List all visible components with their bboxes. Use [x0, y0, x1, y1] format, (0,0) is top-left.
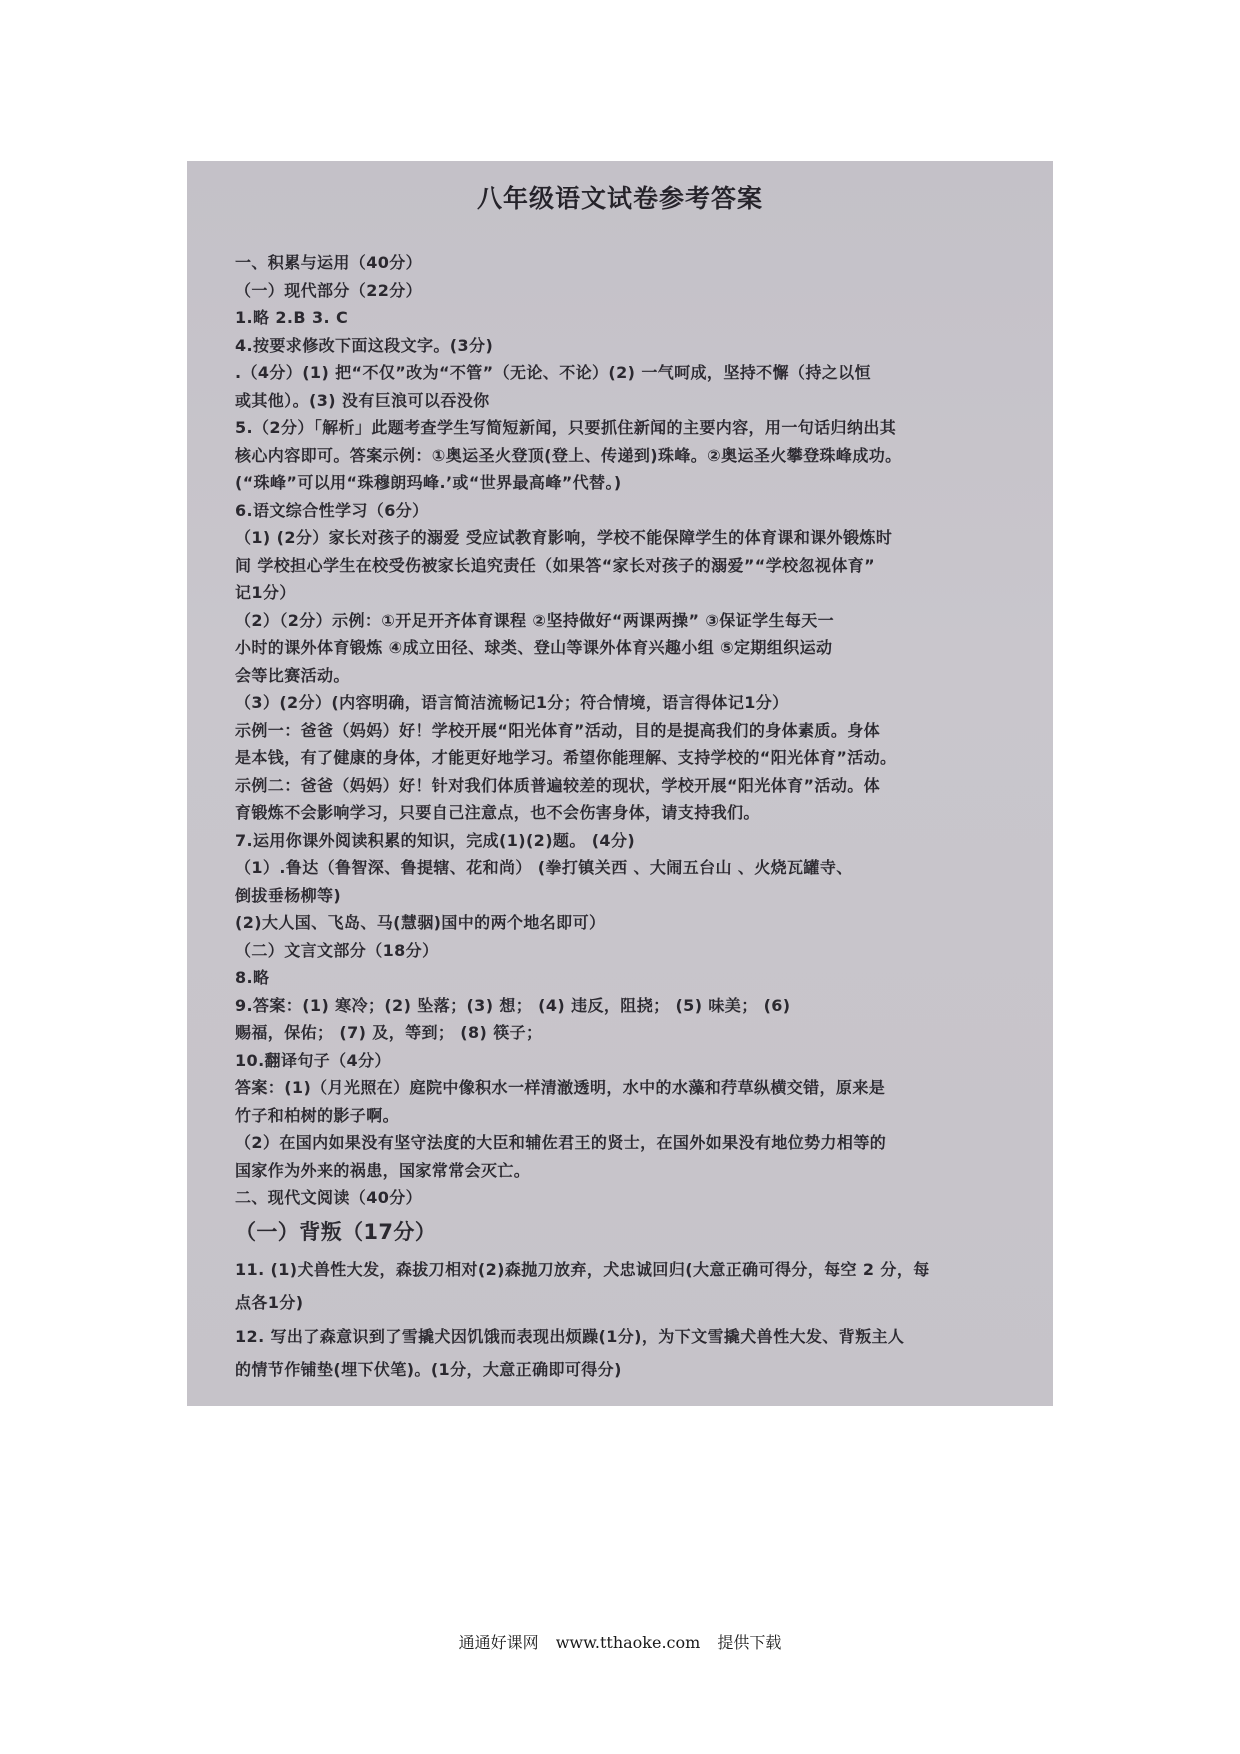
footer-site: 通通好课网 [458, 1633, 539, 1652]
answer-sheet-photo [187, 161, 1053, 1406]
text-line: 或其他）。(3) 没有巨浪可以吞没你 [235, 390, 490, 410]
text-line: 示例一：爸爸（妈妈）好！学校开展“阳光体育”活动，目的是提高我们的身体素质。身体 [235, 720, 881, 740]
text-line: （二）文言文部分（18分） [235, 940, 439, 960]
text-line: （1) (2分）家长对孩子的溺爱 受应试教育影响，学校不能保障学生的体育课和课外锻炼时 [235, 528, 893, 547]
text-line: 竹子和柏树的影子啊。 [235, 1105, 400, 1125]
section-heading: （一）背叛（17分） [235, 1219, 437, 1244]
footer [0, 1630, 1240, 1653]
footer-suffix: 提供下载 [717, 1633, 782, 1652]
text-line: 间 学校担心学生在校受伤被家长追究责任（如果答“家长对孩子的溺爱”“学校忽视体育” [235, 555, 876, 575]
text-line: 小时的课外体育锻炼 ④成立田径、球类、登山等课外体育兴趣小组 ⑤定期组织运动 [235, 638, 833, 657]
text-line: （3）(2分）(内容明确，语言简洁流畅记1分；符合情境，语言得体记1分） [235, 693, 789, 712]
footer-url[interactable]: www.tthaoke.com [555, 1633, 701, 1652]
text-line: 倒拔垂杨柳等) [235, 885, 342, 905]
text-line: 国家作为外来的祸患，国家常常会灭亡。 [235, 1160, 531, 1180]
text-line: 答案：(1)（月光照在）庭院中像积水一样清澈透明，水中的水藻和荇草纵横交错，原来是 [235, 1078, 886, 1097]
text-line: 8.略 [235, 968, 270, 987]
text-line: 7.运用你课外阅读积累的知识，完成(1)(2)题。 (4分) [235, 830, 636, 850]
text-line: 二、现代文阅读（40分） [235, 1188, 423, 1207]
text-line: 赐福，保佑； (7) 及，等到； (8) 筷子； [235, 1023, 543, 1042]
text-line: （1）.鲁达（鲁智深、鲁提辖、花和尚） (拳打镇关西 、大闹五台山 、火烧瓦罐寺、 [235, 858, 853, 877]
text-line: 是本钱，有了健康的身体，才能更好地学习。希望你能理解、支持学校的“阳光体育”活动。 [235, 748, 897, 767]
text-line: (2)大人国、飞岛、马(慧骃)国中的两个地名即可） [235, 913, 606, 932]
text-line: 11. (1)犬兽性大发，森拔刀相对(2)森抛刀放弃，犬忠诚回归(大意正确可得分，每空 2 分，每 [235, 1259, 930, 1279]
text-line: 记1分） [235, 583, 296, 602]
text-line: .（4分）(1) 把“不仅”改为“不管”（无论、不论）(2) 一气呵成，坚持不懈（持之以恒 [235, 363, 871, 382]
text-line: 示例二：爸爸（妈妈）好！针对我们体质普遍较差的现状，学校开展“阳光体育”活动。体 [235, 775, 881, 795]
text-line: 一、积累与运用（40分） [235, 253, 423, 272]
text-line: 的情节作铺垫(埋下伏笔)。(1分，大意正确即可得分) [235, 1360, 622, 1379]
text-line: 9.答案：(1) 寒冷；(2) 坠落；(3) 想； (4) 违反，阻挠； (5) 味美； (6) [235, 995, 791, 1015]
text-line: 点各1分) [235, 1293, 304, 1312]
text-line: 6.语文综合性学习（6分） [235, 500, 429, 520]
text-line: 12. 写出了森意识到了雪撬犬因饥饿而表现出烦躁(1分)，为下文雪撬犬兽性大发、背叛主人 [235, 1326, 905, 1346]
text-line: 4.按要求修改下面这段文字。(3分) [235, 335, 494, 355]
text-line: （2）（2分）示例：①开足开齐体育课程 ②坚持做好“两课两操” ③保证学生每天一 [235, 610, 835, 630]
text-line: （2）在国内如果没有坚守法度的大臣和辅佐君王的贤士，在国外如果没有地位势力相等的 [235, 1133, 887, 1152]
text-line: (“珠峰”可以用“珠穆朗玛峰.’或“世界最高峰”代替。) [235, 473, 622, 492]
text-line: 育锻炼不会影响学习，只要自己注意点，也不会伤害身体，请支持我们。 [235, 803, 760, 822]
text-line: 1.略 2.B 3. C [235, 308, 349, 327]
text-line: 5.（2分）「解析」此题考查学生写简短新闻，只要抓住新闻的主要内容，用一句话归纳出其 [235, 418, 897, 437]
text-line: 核心内容即可。答案示例：①奥运圣火登顶(登上、传递到)珠峰。②奥运圣火攀登珠峰成功。 [235, 445, 902, 465]
answer-text [235, 249, 1035, 1384]
text-line: （一）现代部分（22分） [235, 280, 423, 300]
page-title: 八年级语文试卷参考答案 [476, 184, 763, 213]
text-line: 会等比赛活动。 [235, 665, 350, 685]
text-line: 10.翻译句子（4分） [235, 1050, 391, 1070]
